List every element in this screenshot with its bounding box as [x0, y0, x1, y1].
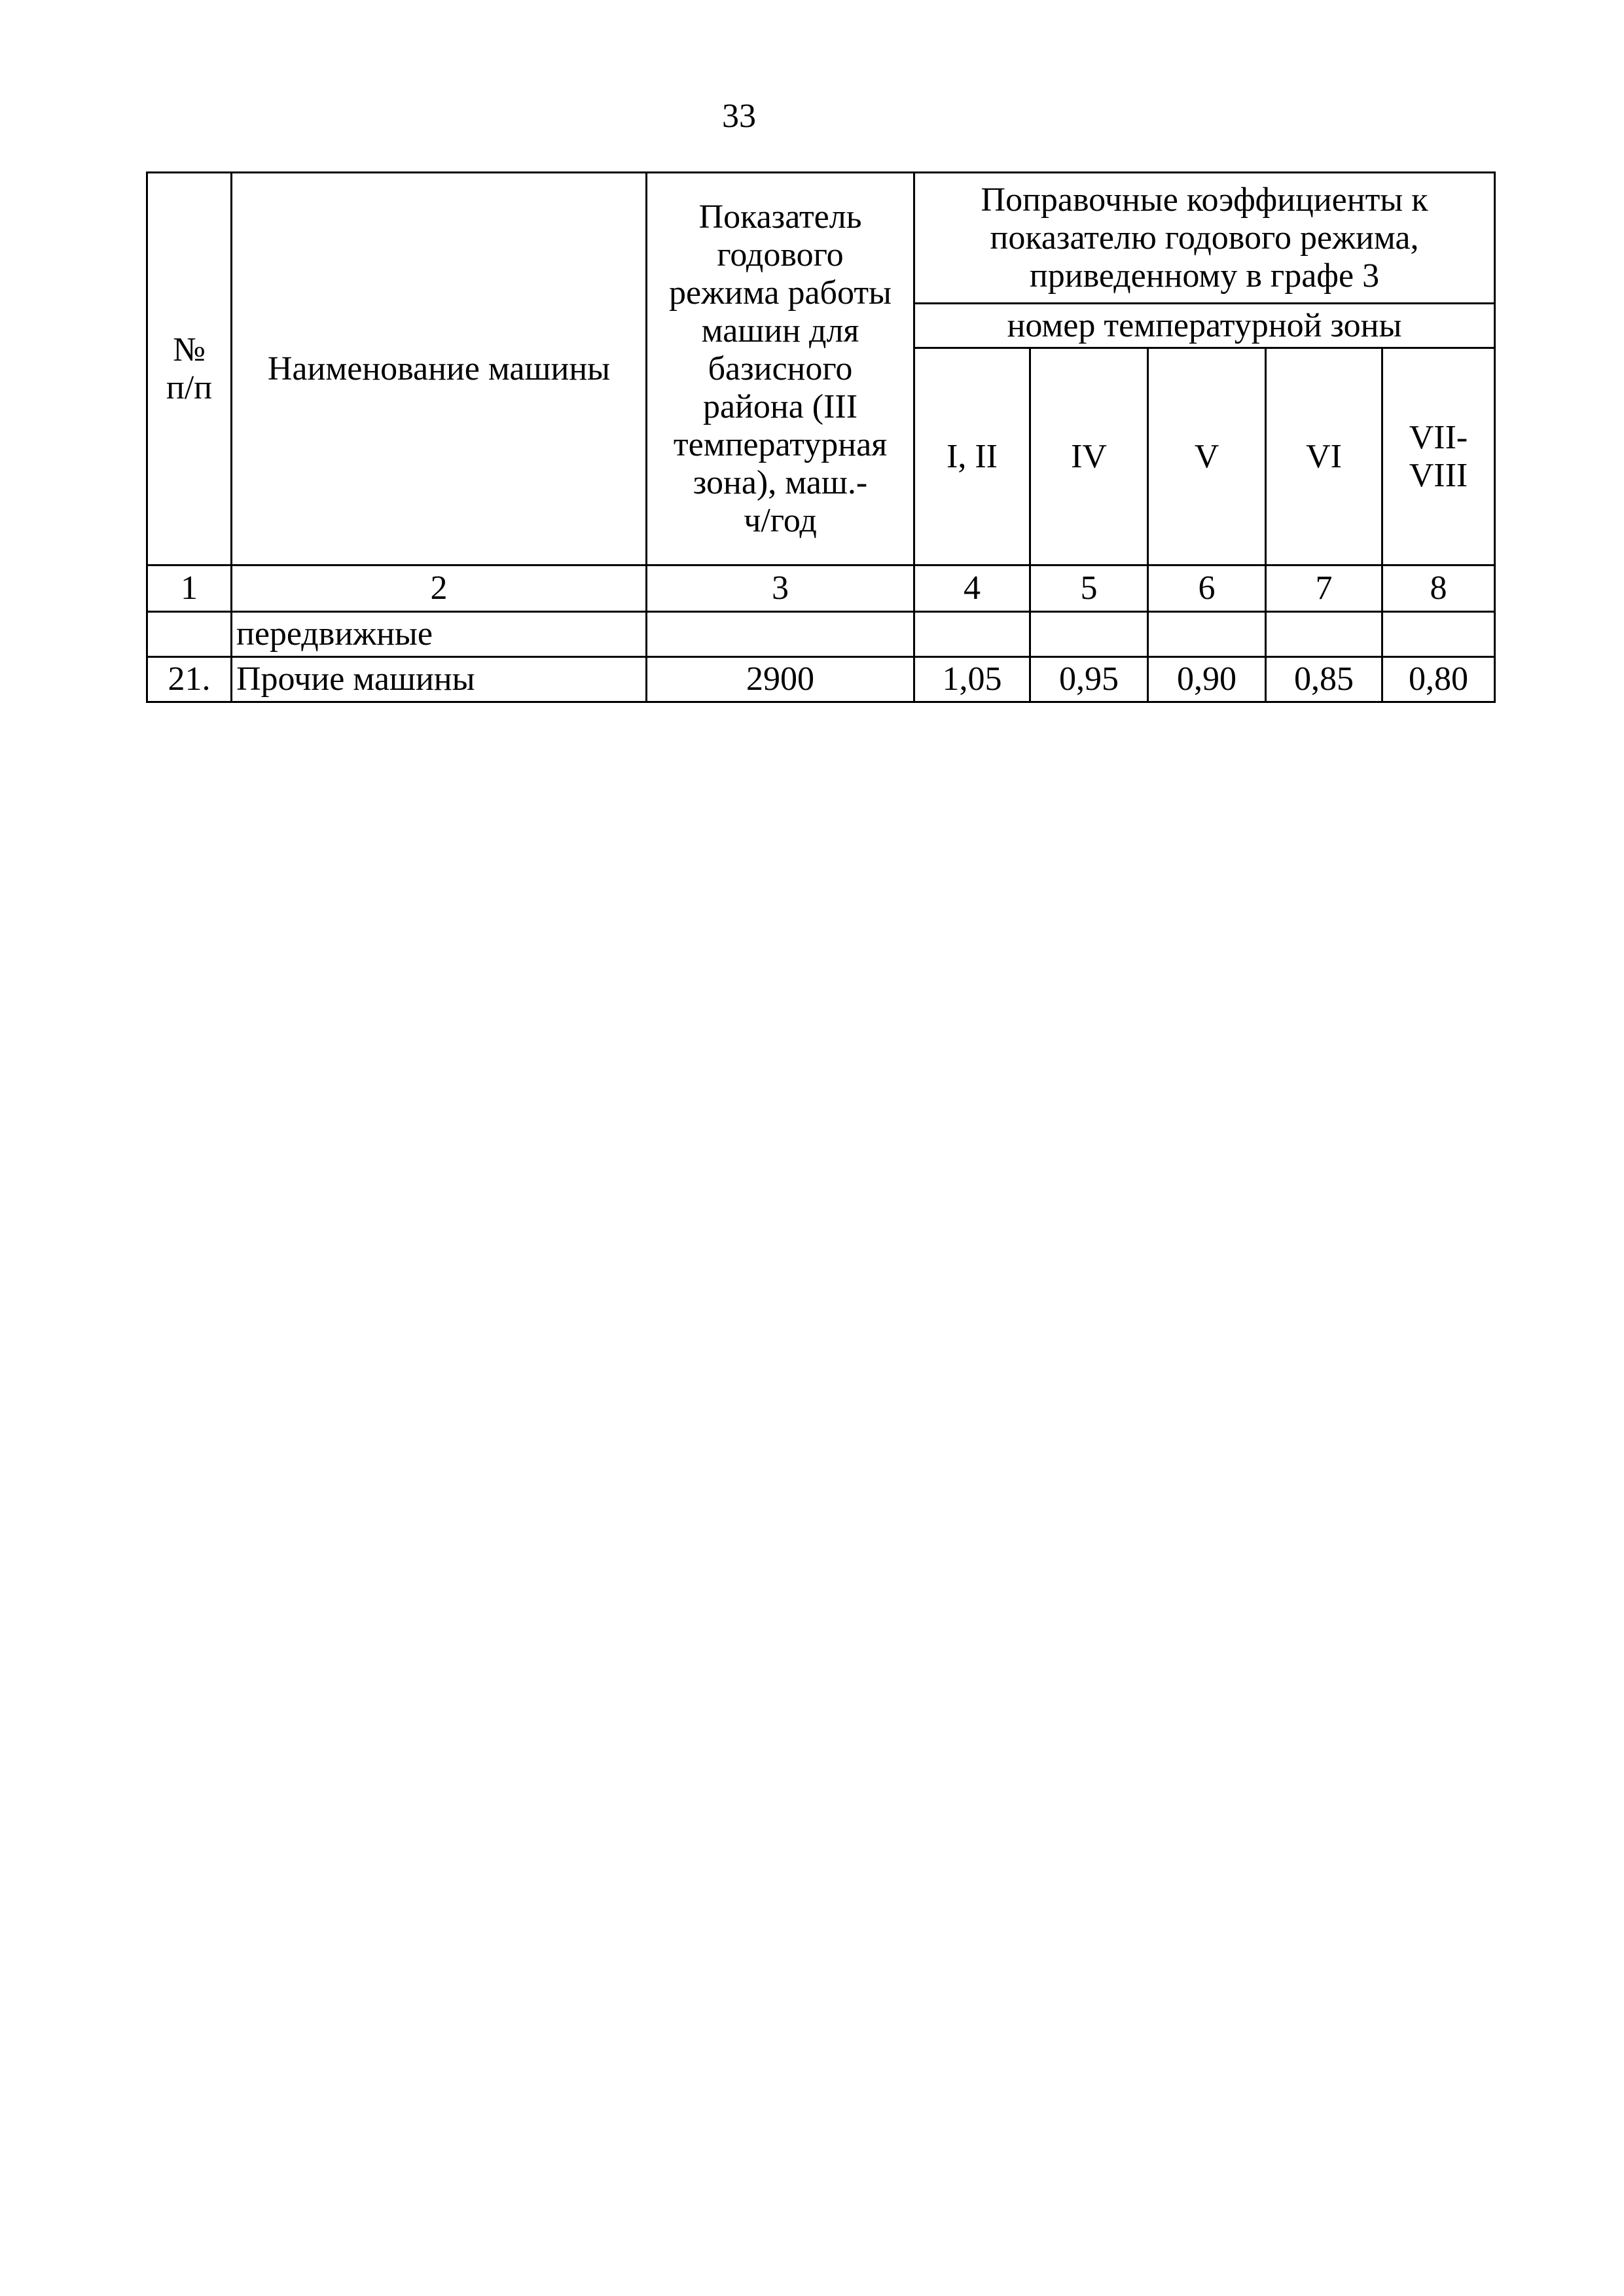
column-number: 5: [1030, 565, 1148, 612]
header-col-no: [147, 173, 232, 565]
row-indicator: 2900: [647, 657, 914, 702]
column-number: 3: [647, 565, 914, 612]
column-number: 6: [1148, 565, 1266, 612]
row-coef: [1266, 612, 1382, 657]
row-coef: 0,80: [1382, 657, 1495, 702]
row-coef: [914, 612, 1030, 657]
header-zone-group-text: номер температурной зоны: [1007, 306, 1402, 344]
header-zone-5: [1382, 348, 1495, 565]
header-col-indicator: [647, 173, 914, 565]
header-zone-1: [914, 348, 1030, 565]
header-col-no-text: № п/п: [166, 331, 213, 406]
column-number: 4: [914, 565, 1030, 612]
header-zone-group: [914, 304, 1495, 348]
row-coef: [1030, 612, 1148, 657]
header-col-name: [232, 173, 647, 565]
row-name: Прочие машины: [232, 657, 647, 702]
column-number-row: [147, 565, 1495, 612]
table-row: [147, 612, 1495, 657]
header-zone-4: [1266, 348, 1382, 565]
row-no: [147, 612, 232, 657]
header-col-indicator-text: Показатель годового режима работы машин для базисного района (III температурная зона), маш.- ч/год: [669, 198, 892, 539]
header-zone-1-text: I, II: [947, 437, 998, 475]
row-indicator: [647, 612, 914, 657]
header-zone-5-text: VII- VIII: [1409, 418, 1468, 494]
header-coef-group-text: Поправочные коэффициенты к показателю годового режима, приведенному в графе 3: [981, 181, 1428, 295]
column-number: 7: [1266, 565, 1382, 612]
row-coef: 0,95: [1030, 657, 1148, 702]
row-no: 21.: [147, 657, 232, 702]
row-coef: 0,90: [1148, 657, 1266, 702]
header-col-name-text: Наименование машины: [267, 350, 611, 387]
header-zone-2: [1030, 348, 1148, 565]
column-number: 2: [232, 565, 647, 612]
table-row: [147, 657, 1495, 702]
row-coef: [1382, 612, 1495, 657]
header-zone-3: [1148, 348, 1266, 565]
page-number: 33: [722, 98, 756, 135]
row-name: передвижные: [232, 612, 647, 657]
header-coef-group: [914, 173, 1495, 304]
header-zone-3-text: V: [1194, 437, 1219, 475]
header-zone-4-text: VI: [1306, 437, 1342, 475]
row-coef: 0,85: [1266, 657, 1382, 702]
row-coef: [1148, 612, 1266, 657]
machine-operation-table: [146, 171, 1496, 703]
row-coef: 1,05: [914, 657, 1030, 702]
column-number: 1: [147, 565, 232, 612]
header-zone-2-text: IV: [1071, 437, 1107, 475]
column-number: 8: [1382, 565, 1495, 612]
